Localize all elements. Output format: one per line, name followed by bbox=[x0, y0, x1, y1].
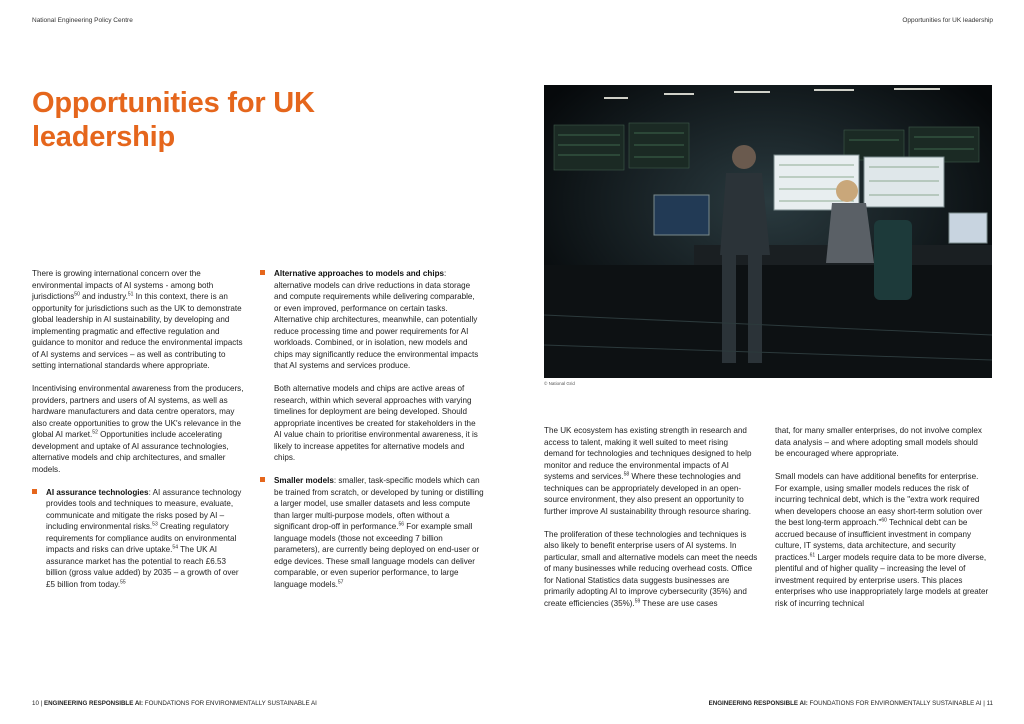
column-2 bbox=[260, 268, 484, 602]
control-room-illustration bbox=[544, 85, 992, 378]
ecosystem-paragraph: The UK ecosystem has existing strength in research and access to talent, making it well suited to meet rising demand for technologies and techniques designed to help monitor and reduce the environmental impacts of AI systems and services.$^{58}$ Where these technologies and techniques can be appropriately developed in an open-source environment, they also present an opportunity to further improve AI sustainability through resource sharing. bbox=[544, 426, 752, 516]
column-4 bbox=[775, 425, 989, 621]
bullet-smaller-models: Smaller models: smaller, task-specific models which can be trained from scratch, or developed by tuning or distilling a larger model, use smaller datasets and less compute than larger multi-purpose models, often without a significant drop-off in performance.$^{56}$ For example small language models (those not exceeding 7 billion parameters), are currently being deployed on end-user or edge devices. These small language models can deliver comparable, or even superior performance, to large language models.$^{57}$ bbox=[260, 475, 484, 590]
technical-debt-paragraph: Small models can have additional benefits for enterprise. For example, using smaller models reduces the risk of incurring technical debt, which is the "extra work required when developers choose an easy short-term solution over the best long-term approach."$^{60}$ Technical debt can be accrued because of insufficient investment in company culture, IT systems, data architecture, and security practices.$^{61}$ Larger models require data to be more diverse, plentiful and of higher quality – increasing the level of investment required by enterprise users. This places enterprises who use inappropriately large models at greater risk of incurring technical bbox=[775, 472, 989, 608]
running-header-left: National Engineering Policy Centre bbox=[32, 17, 133, 24]
page-number-left: 10 bbox=[32, 700, 39, 707]
intro-paragraph: There is growing international concern over the environmental impacts of AI systems - among both jurisdictions$^{50}$ and industry.$^{51}$ In this context, there is an opportunity for jurisdictions such as the UK to demonstrate global leadership in AI sustainability, by developing and implementing pragmatic and effective regulation and guidance to monitor and reduce the environmental impacts of AI systems and services – as well as contributing to setting international standards where appropriate. bbox=[32, 269, 243, 370]
column-3 bbox=[544, 425, 759, 621]
footer-right: ENGINEERING RESPONSIBLE AI: FOUNDATIONS FOR ENVIRONMENTALLY SUSTAINABLE AI | 11 bbox=[708, 700, 993, 707]
research-paragraph: Both alternative models and chips are active areas of research, within which several approaches with varying timelines for deployment are being developed. Should appropriate incentives be created for stakeholders in the AI value chain to prioritise environmental awareness, it is likely to increase appetites for alternative models and chips. bbox=[274, 384, 478, 462]
bullet-square-icon bbox=[260, 477, 265, 482]
photo-credit: © National Grid bbox=[544, 381, 575, 386]
page-number-right: 11 bbox=[986, 700, 993, 707]
control-room-photo bbox=[544, 85, 992, 378]
smaller-enterprises-paragraph: that, for many smaller enterprises, do not involve complex data analysis – and where adopting small models should be encouraged where appropriate. bbox=[775, 426, 982, 458]
incentives-paragraph: Incentivising environmental awareness from the producers, providers, partners and users of AI systems, as well as hardware manufacturers and data centre operators, may also create opportunities to grow the UK's relevance in the global AI market.$^{52}$ Opportunities include accelerating development and uptake of AI assurance technologies, alternative models and chip architectures, and smaller models. bbox=[32, 384, 244, 474]
bullet-alternative-approaches: Alternative approaches to models and chips: alternative models can drive reductions in data storage and compute requirements while delivering comparable, or even improved, performance on certain tasks. Alternative chip architectures, meanwhile, can potentially reduce processing time and power requirements for AI workloads. Combined, or in isolation, new models and chips may significantly reduce the environmental impacts that AI systems and services produce. bbox=[260, 268, 484, 372]
bullet-square-icon bbox=[32, 489, 37, 494]
footer-left: 10 | ENGINEERING RESPONSIBLE AI: FOUNDATIONS FOR ENVIRONMENTALLY SUSTAINABLE AI bbox=[32, 700, 317, 707]
bullet-square-icon bbox=[260, 270, 265, 275]
proliferation-paragraph: The proliferation of these technologies and techniques is also likely to benefit enterprise users of AI systems. In particular, small and alternative models can meet the needs of many businesses while reducing overhead costs. Office for National Statistics data suggests businesses are primarily adopting AI to improve cybersecurity (35%) and create efficiencies (35%).$^{59}$ These are use cases bbox=[544, 529, 758, 608]
page-title: Opportunities for UK leadership bbox=[32, 87, 315, 153]
bullet-ai-assurance: AI assurance technologies: AI assurance technology provides tools and techniques to measure, evaluate, communicate and mitigate the risks posed by AI – including environmental risks.$^{53}$ Creating regulatory requirements for compliance audits on environmental impacts and risks can drive uptake.$^{54}$ The UK AI assurance market has the potential to reach £6.53 billion (gross value added) by 2035 – a growth of over £5 billion from today.$^{55}$ bbox=[32, 487, 248, 591]
running-header-right: Opportunities for UK leadership bbox=[902, 17, 993, 24]
column-1 bbox=[32, 268, 248, 602]
